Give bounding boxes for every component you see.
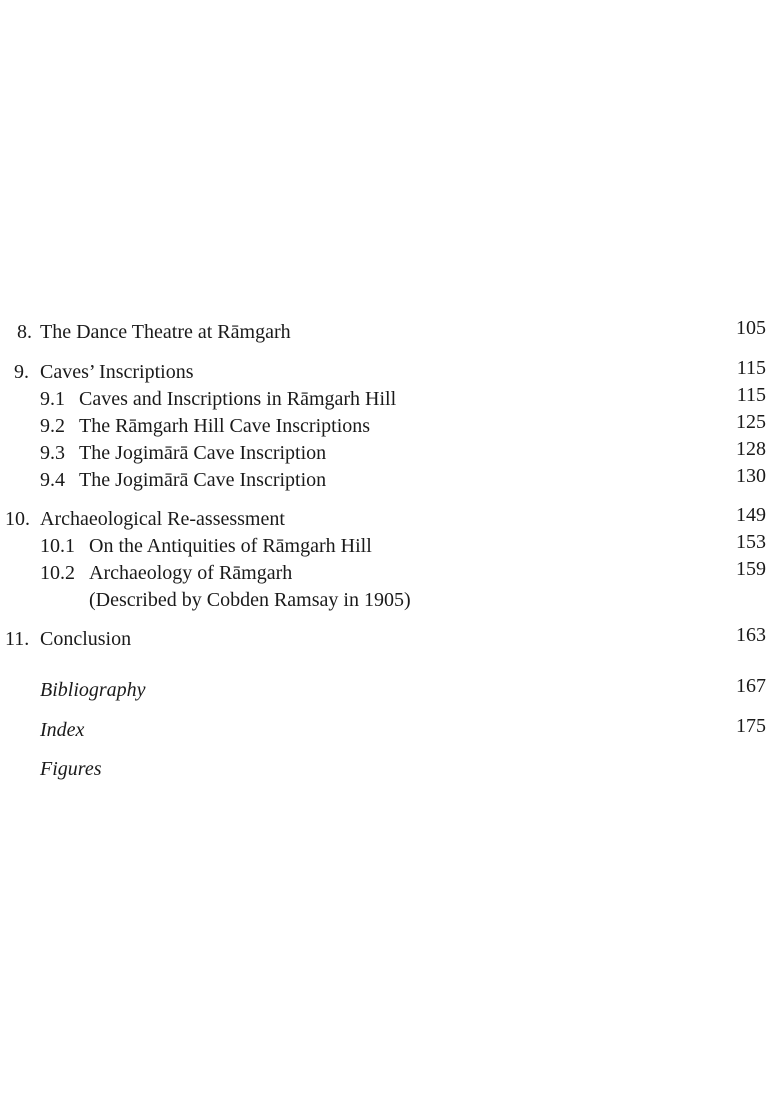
entry-title: Archaeology of Rāmgarh	[89, 562, 293, 584]
toc-entry-10-2	[0, 560, 780, 586]
toc-entry-9-2	[0, 413, 780, 439]
entry-title: On the Antiquities of Rāmgarh Hill	[89, 535, 372, 557]
entry-title: Bibliography	[40, 679, 146, 701]
toc-entry-10-2-subtitle	[0, 587, 780, 613]
entry-number: 9.	[14, 361, 29, 383]
entry-title: The Rāmgarh Hill Cave Inscriptions	[79, 415, 371, 437]
toc-entry-9-3	[0, 440, 780, 466]
entry-number: 9.1	[40, 388, 65, 410]
entry-title: Figures	[40, 758, 102, 780]
entry-title: Conclusion	[40, 628, 132, 650]
entry-page: 115	[736, 384, 766, 406]
entry-number: 9.3	[40, 442, 65, 464]
entry-page: 115	[736, 357, 766, 379]
entry-page: 130	[736, 465, 766, 487]
entry-number: 10.2	[40, 562, 75, 584]
toc-entry-11	[0, 626, 780, 652]
entry-page: 175	[736, 715, 766, 737]
entry-number: 11.	[5, 628, 30, 650]
entry-number: 8.	[17, 321, 32, 343]
entry-title: Archaeological Re-assessment	[40, 508, 285, 530]
toc-entry-bibliography	[0, 677, 780, 703]
entry-title: Index	[40, 719, 85, 741]
entry-page: 167	[736, 675, 766, 697]
toc-entry-10-1	[0, 533, 780, 559]
toc-entry-9-1	[0, 386, 780, 412]
entry-title: The Dance Theatre at Rāmgarh	[40, 321, 291, 343]
entry-page: 128	[736, 438, 766, 460]
entry-page: 105	[736, 317, 766, 339]
entry-page: 153	[736, 531, 766, 553]
toc-entry-9	[0, 359, 780, 385]
entry-number: 9.4	[40, 469, 65, 491]
entry-title: Caves and Inscriptions in Rāmgarh Hill	[79, 388, 397, 410]
entry-page: 163	[736, 624, 766, 646]
toc-entry-8	[0, 319, 780, 345]
toc-entry-figures	[0, 756, 780, 782]
entry-title: The Jogimārā Cave Inscription	[79, 442, 327, 464]
entry-title: The Jogimārā Cave Inscription	[79, 469, 327, 491]
entry-number: 9.2	[40, 415, 65, 437]
entry-number: 10.1	[40, 535, 75, 557]
entry-title: Caves’ Inscriptions	[40, 361, 194, 383]
entry-page: 149	[736, 504, 766, 526]
toc-entry-index	[0, 717, 780, 743]
toc-entry-9-4	[0, 467, 780, 493]
entry-page: 125	[736, 411, 766, 433]
entry-page: 159	[736, 558, 766, 580]
toc-entry-10	[0, 506, 780, 532]
entry-subtitle: (Described by Cobden Ramsay in 1905)	[89, 589, 411, 611]
entry-number: 10.	[5, 508, 30, 530]
